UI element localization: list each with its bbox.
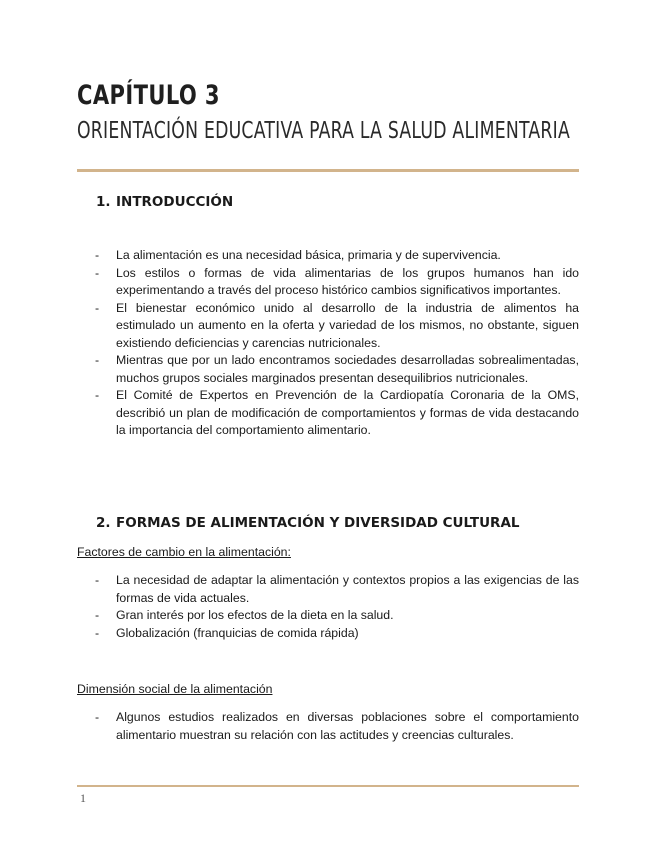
list-item-text: La alimentación es una necesidad básica, primaria y de supervivencia. [116, 248, 501, 262]
list-item [95, 352, 579, 387]
list-item [95, 625, 579, 643]
bullet-dash: - [95, 710, 100, 724]
list-item [95, 387, 579, 440]
list-item-text: El Comité de Expertos en Prevención de la Cardiopatía Coronaria de la OMS, describió un plan de modificación de comportamientos y formas de vida destacando la importancia del comportamiento alimentario. [116, 388, 579, 437]
intro-bullet-list [95, 247, 579, 440]
list-item-text: Gran interés por los efectos de la dieta en la salud. [116, 608, 394, 622]
section-heading-introduccion [96, 194, 233, 210]
chapter-title: CAPÍTULO 3 [77, 80, 220, 111]
section-number: 2. [96, 515, 111, 531]
section-title: FORMAS DE ALIMENTACIÓN Y DIVERSIDAD CULTURAL [116, 515, 520, 531]
list-item-text: Los estilos o formas de vida alimentarias de los grupos humanos han ido experimentando a través del proceso histórico cambios significativos importantes. [116, 265, 579, 297]
section-title: INTRODUCCIÓN [116, 194, 234, 210]
bullet-dash: - [95, 388, 100, 402]
list-item-text: Algunos estudios realizados en diversas poblaciones sobre el comportamiento alimentario muestran su relación con las actitudes y creencias culturales. [116, 710, 579, 742]
section-heading-formas-alimentacion [96, 515, 520, 531]
bullet-dash: - [95, 248, 100, 262]
list-item [95, 607, 579, 625]
list-item-text: Globalización (franquicias de comida rápida) [116, 625, 359, 640]
bullet-dash: - [95, 625, 100, 640]
bullet-dash: - [95, 265, 100, 280]
page-number: 1 [80, 791, 86, 805]
header-divider [77, 169, 579, 172]
subsection-title-factores-cambio: Factores de cambio en la alimentación: [77, 545, 291, 559]
list-item [95, 300, 579, 353]
section-number: 1. [96, 194, 111, 210]
bullet-dash: - [95, 573, 100, 587]
subsection-title-dimension-social: Dimensión social de la alimentación [77, 682, 273, 696]
list-item [95, 709, 579, 744]
footer-divider [77, 785, 579, 787]
list-item-text: El bienestar económico unido al desarrollo de la industria de alimentos ha estimulado un aumento en la oferta y variedad de los mismos, no obstante, siguen existiendo deficiencias y carencias nutricionales. [116, 300, 579, 350]
dimension-bullet-list [95, 709, 579, 744]
list-item [95, 247, 579, 265]
list-item-text: La necesidad de adaptar la alimentación y contextos propios a las exigencias de las formas de vida actuales. [116, 573, 579, 605]
bullet-dash: - [95, 300, 100, 315]
list-item-text: Mientras que por un lado encontramos sociedades desarrolladas sobrealimentadas, muchos grupos sociales marginados presentan desequilibrios nutricionales. [116, 353, 579, 385]
bullet-dash: - [95, 353, 100, 367]
chapter-subtitle: ORIENTACIÓN EDUCATIVA PARA LA SALUD ALIMENTARIA [77, 118, 570, 144]
list-item [95, 265, 579, 300]
list-item [95, 572, 579, 607]
factores-bullet-list [95, 572, 579, 642]
bullet-dash: - [95, 608, 100, 622]
